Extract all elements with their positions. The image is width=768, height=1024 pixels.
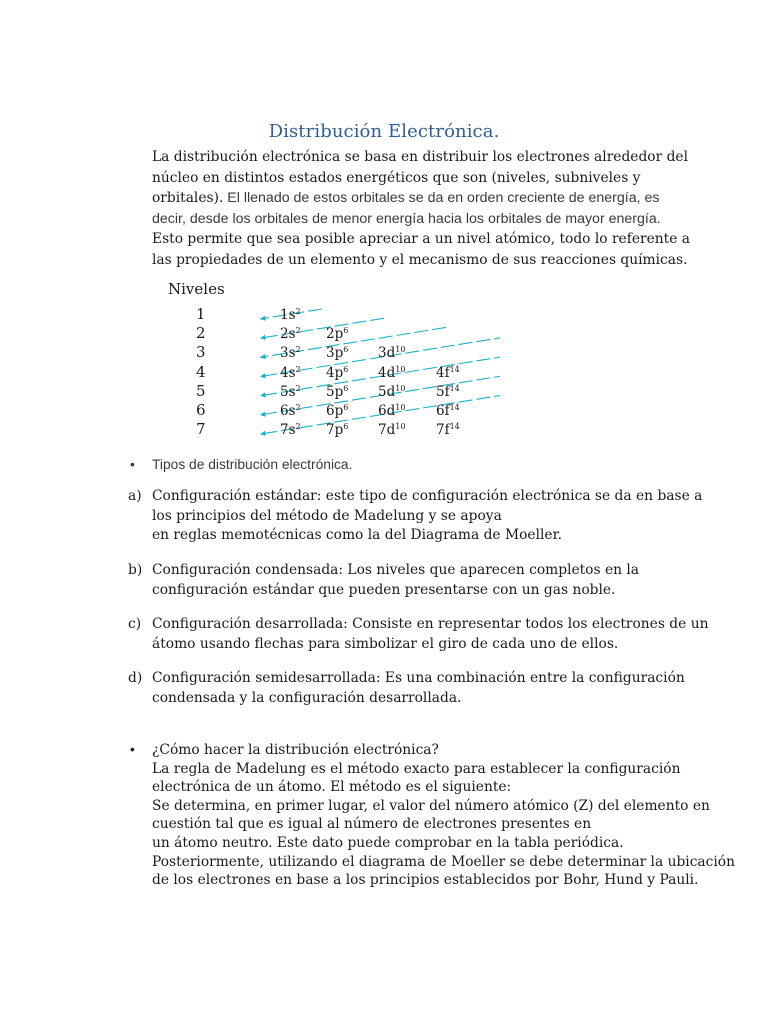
orbital-label: $4d^{10}$ [378,364,406,381]
arrow-head [260,354,266,359]
intro-sans-text: El llenado de estos orbitales se da en orden creciente de energía, es [223,190,660,206]
orbital-label: $6p^6$ [326,403,349,419]
how-to-line: ¿Cómo hacer la distribución electrónica? [152,742,439,758]
item-line: configuración estándar que pueden presentarse con un gas noble. [152,581,616,598]
item-line: en reglas memotécnicas como la del Diagrama de Moeller. [152,527,563,543]
intro-line: núcleo en distintos estados energéticos que son (niveles, subniveles y [152,169,641,186]
item-line: los principios del método de Madelung y se apoya [152,507,502,524]
intro-line: Esto permite que sea posible apreciar a un nivel atómico, todo lo referente a [152,231,690,247]
item-label: b) [128,562,143,578]
orbital-label: $5d^{10}$ [378,383,406,400]
orbital-label: $4s^2$ [280,364,301,381]
page-title: Distribución Electrónica. [268,121,500,142]
orbital-label: $3p^6$ [326,345,349,362]
how-to-line: Se determina, en primer lugar, el valor del número atómico (Z) del elemento en [152,797,710,814]
arrow-head [260,392,266,397]
diagram-heading: Niveles [168,280,225,298]
orbital-label: $5s^2$ [280,383,301,400]
item-line: Configuración desarrollada: Consiste en representar todos los electrones de un [152,616,709,632]
item-label: d) [128,670,143,686]
item-label: c) [128,616,142,632]
item-line: átomo usando flechas para simbolizar el giro de cada uno de ellos. [152,635,619,652]
item-line: Configuración semidesarrollada: Es una combinación entre la configuración [152,670,685,686]
orbital-label: $6d^{10}$ [378,403,406,419]
orbital-label: $6f^{14}$ [436,403,460,419]
level-number: 6 [196,401,206,419]
orbital-label: $3s^2$ [280,345,301,362]
intro-bold-text: orbitales). [152,190,224,206]
intro-paragraph [152,147,690,270]
intro-line: La distribución electrónica se basa en distribuir los electrones alrededor del [152,149,688,165]
orbital-label: $3d^{10}$ [378,345,406,362]
intro-line: decir, desde los orbitales de menor energía hacia los orbitales de mayor energía. [152,210,661,227]
level-number: 1 [196,305,206,323]
intro-line [152,188,682,209]
how-to-line: de los electrones en base a los principios establecidos por Bohr, Hund y Pauli. [152,872,699,889]
level-number: 3 [196,343,206,362]
arrow-head [260,335,266,340]
item-line: condensada y la configuración desarrollada. [152,689,462,706]
moeller-diagram [160,278,500,443]
orbital-label: $4f^{14}$ [436,364,460,381]
diagonal-arrow [260,318,384,338]
item-label: a) [128,488,142,504]
orbital-label: $7f^{14}$ [436,422,460,439]
orbital-label: $2p^6$ [326,326,349,343]
how-to-line: Posteriormente, utilizando el diagrama de Moeller se debe determinar la ubicación [152,853,735,870]
how-to-line: cuestión tal que es igual al número de electrones presentes en [152,816,592,833]
orbital-label: $4p^6$ [326,364,349,381]
bullet-icon: • [130,457,135,472]
orbital-label: $7d^{10}$ [378,422,406,439]
level-number: 4 [196,362,206,381]
orbital-label: $7s^2$ [280,422,301,439]
orbital-label: $5f^{14}$ [436,383,460,400]
orbital-label: $6s^2$ [280,403,301,419]
how-to-line: electrónica de un átomo. El método es el siguiente: [152,779,512,796]
orbital-label: $2s^2$ [280,326,301,343]
arrow-head [260,431,266,436]
orbital-label: $7p^6$ [326,422,349,439]
how-to-line: La regla de Madelung es el método exacto para establecer la configuración [152,760,681,777]
arrow-head [260,373,266,378]
level-number: 7 [196,420,206,439]
item-line: Configuración condensada: Los niveles que aparecen completos en la [152,562,640,578]
arrow-head [260,316,266,321]
item-line: Configuración estándar: este tipo de configuración electrónica se da en base a [152,488,703,504]
level-number: 2 [196,324,206,343]
bullet-icon: • [130,742,135,757]
orbital-label: $1s^2$ [280,307,301,323]
how-to-line: un átomo neutro. Este dato puede comprobar en la tabla periódica. [152,834,624,851]
arrow-head [260,412,266,417]
level-number: 5 [196,381,206,400]
orbital-label: $5p^6$ [326,383,349,400]
bullet-text: Tipos de distribución electrónica. [152,457,353,472]
intro-line: las propiedades de un elemento y el mecanismo de sus reacciones químicas. [152,251,688,268]
